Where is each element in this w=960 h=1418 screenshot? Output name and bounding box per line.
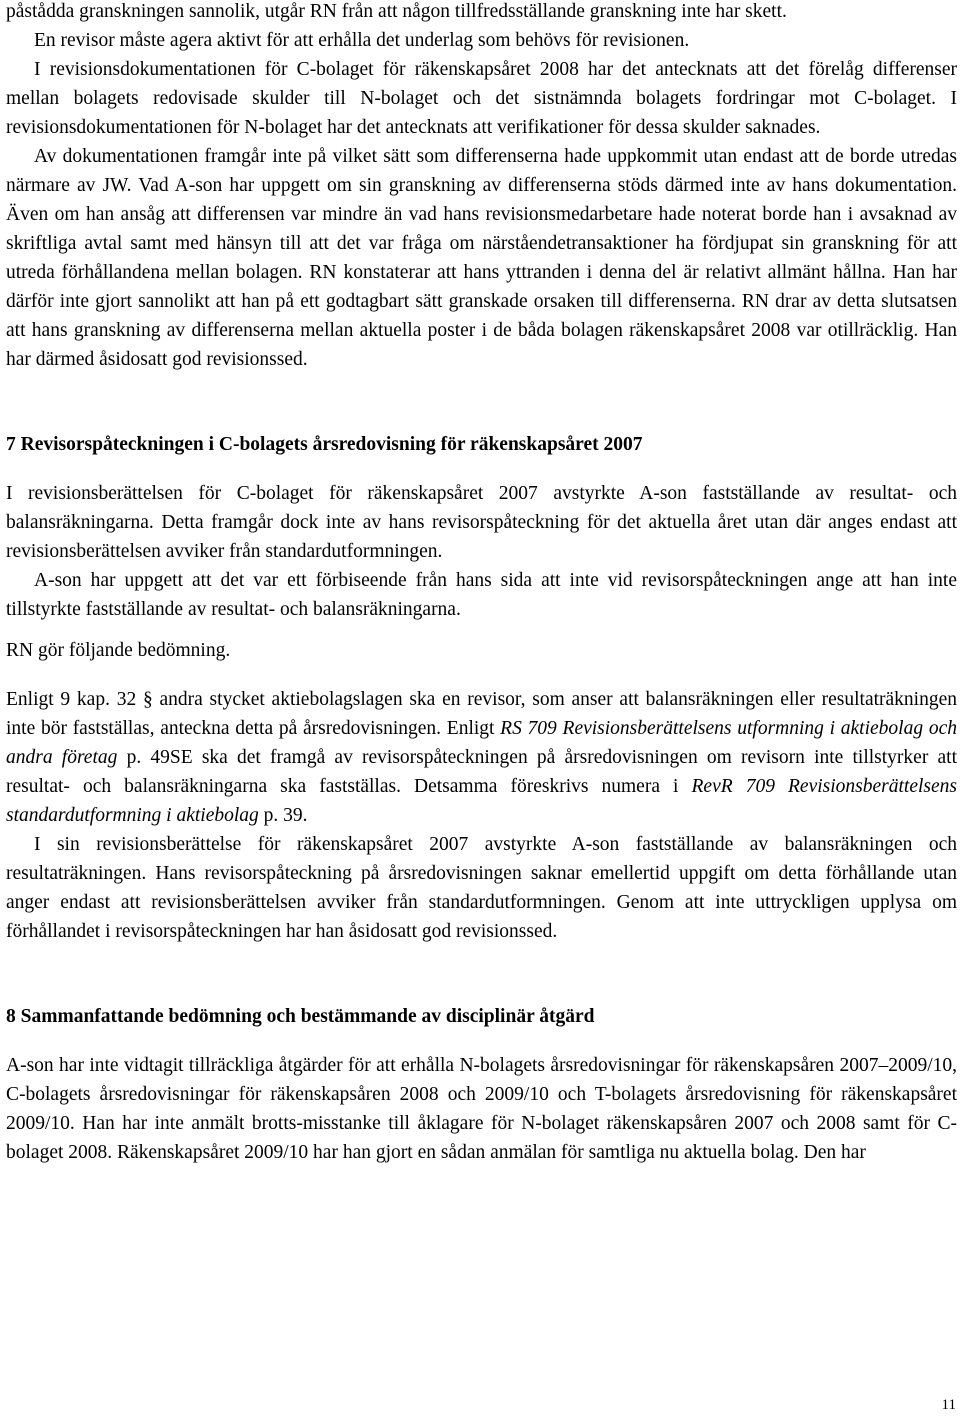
paragraph-revisor: En revisor måste agera aktivt för att erhålla det underlag som behövs för revisionen. — [34, 30, 690, 51]
section-7-paragraph-5: I sin revisionsberättelse för räkenskapsåret 2007 avstyrkte A-son fastställande av balansräkningen och resultaträkningen. Hans revisorspåteckning på årsredovisningen saknar emellertid uppgift om detta förhållande utan anger endast att revisionsberättelsen avviker från standardutformningen. Genom att inte uttryckligen upplysa om förhållandet i revisorspåteckningen har han åsidosatt god revisionssed. — [6, 834, 957, 942]
rs-709-reference: RS 709 Revisionsberättelsens utformning i aktiebolag och andra företag — [6, 718, 957, 768]
paragraph-intro: påstådda granskningen sannolik, utgår RN från att någon tillfredsställande granskning inte har skett. — [6, 1, 787, 22]
section-7-heading: 7 Revisorspåteckningen i C-bolagets årsredovisning för räkenskapsåret 2007 — [6, 434, 643, 455]
section-7-paragraph-3: RN gör följande bedömning. — [6, 640, 231, 661]
page-number: 11 — [941, 1397, 956, 1413]
paragraph-dokumentation-bedomning: Av dokumentationen framgår inte på vilket sätt som differenserna hade uppkommit utan endast att de borde utredas närmare av JW. Vad A-son har uppgett om sin granskning av differenserna stöds därmed inte av hans dokumentation. Även om han ansåg att differensen var mindre än vad hans revisionsmedarbetare hade noterat borde han i avsaknad av skriftliga avtal samt med hänsyn till att det var fråga om närståendetransaktioner ha fördjupat sin granskning för att utreda förhållandena mellan bolagen. RN konstaterar att hans yttranden i denna del är relativt allmänt hållna. Han har därför inte gjort sannolikt att han på ett godtagbart sätt granskade orsaken till differenserna. RN drar av detta slutsatsen att hans granskning av differenserna mellan aktuella poster i de båda bolagen räkenskapsåret 2008 var otillräcklig. Han har därmed åsidosatt god revisionssed. — [6, 146, 957, 370]
revr-709-page: p. 39. — [258, 805, 308, 826]
section-7-paragraph-2: A-son har uppgett att det var ett förbiseende från hans sida att inte vid revisorspåteckningen ange att han inte tillstyrkte fastställande av resultat- och balansräkningarna. — [6, 570, 957, 620]
law-reference-text: Enligt 9 kap. 32 § andra stycket aktiebolagslagen ska en revisor, som anser att balansräkningen eller resultaträkningen inte bör fastställas, anteckna detta på årsredovisningen. Enligt — [6, 689, 957, 739]
section-8-heading: 8 Sammanfattande bedömning och bestämmande av disciplinär åtgärd — [6, 1006, 595, 1027]
section-7-paragraph-4 — [6, 685, 957, 830]
section-7-paragraph-1: I revisionsberättelsen för C-bolaget för räkenskapsåret 2007 avstyrkte A-son fastställande av resultat- och balansräkningarna. Detta framgår dock inte av hans revisorspåteckning för det aktuella året utan där anges endast att revisionsberättelsen avviker från standardutformningen. — [6, 483, 957, 562]
revr-709-reference: RevR 709 Revisionsberättelsens standardutformning i aktiebolag — [6, 776, 957, 826]
paragraph-revisionsdokumentation: I revisionsdokumentationen för C-bolaget för räkenskapsåret 2008 har det antecknats att det förelåg differenser mellan bolagets redovisade skulder till N-bolaget och det sistnämnda bolagets fordringar mot C-bolaget. I revisionsdokumentationen för N-bolaget har det antecknats att verifikationer för dessa skulder saknades. — [6, 59, 957, 138]
rs-709-text: p. 49SE ska det framgå av revisorspåteckningen på årsredovisningen om revisorn inte tillstyrker att resultat- och balansräkningarna ska fastställas. Detsamma föreskrivs numera i — [6, 747, 957, 797]
document-page — [6, 0, 957, 1167]
section-8-paragraph-1: A-son har inte vidtagit tillräckliga åtgärder för att erhålla N-bolagets årsredovisningar för räkenskapsåren 2007–2009/10, C-bolagets årsredovisningar för räkenskapsåren 2008 och 2009/10 och T-bolagets årsredovisning för räkenskapsåret 2009/10. Han har inte anmält brotts-misstanke till åklagare för N-bolaget räkenskapsåren 2007 och 2008 samt för C-bolaget 2008. Räkenskapsåret 2009/10 har han gjort en sådan anmälan för samtliga nu aktuella bolag. Den har — [6, 1055, 957, 1163]
